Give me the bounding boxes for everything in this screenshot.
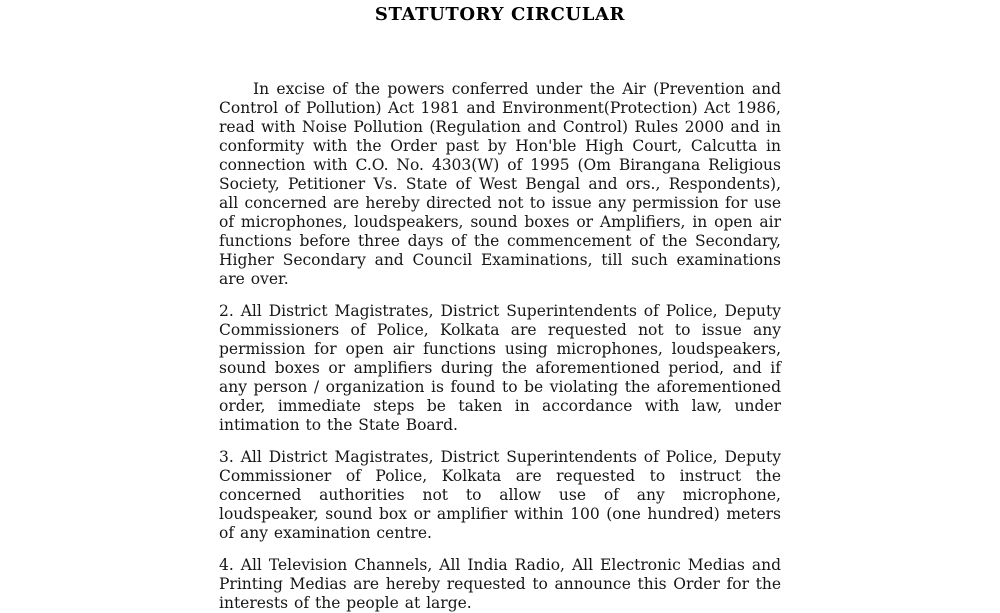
- document-body: [219, 80, 781, 613]
- paragraph-3: 3. All District Magistrates, District Superintendents of Police, Deputy Commissioner of Police, Kolkata are requested to instruct the concerned authorities not to allow use of any microphone, loudspeaker, sound box or amplifier within 100 (one hundred) meters of any examination centre.: [219, 448, 781, 542]
- paragraph-2: 2. All District Magistrates, District Superintendents of Police, Deputy Commissioners of Police, Kolkata are requested not to issue any permission for open air functions using microphones, loudspeakers, sound boxes or amplifiers during the aforementioned period, and if any person / organization is found to be violating the aforementioned order, immediate steps be taken in accordance with law, under intimation to the State Board.: [219, 302, 781, 434]
- document-page: [219, 4, 781, 613]
- paragraph-4: 4. All Television Channels, All India Radio, All Electronic Medias and Printing Medias are hereby requested to announce this Order for the interests of the people at large.: [219, 556, 781, 612]
- document-title: STATUTORY CIRCULAR: [374, 4, 626, 25]
- paragraph-intro: In excise of the powers conferred under the Air (Prevention and Control of Pollution) Act 1981 and Environment(Protection) Act 1986, read with Noise Pollution (Regulation and Control) Rules 2000 and in conformity with the Order past by Hon'ble High Court, Calcutta in connection with C.O. No. 4303(W) of 1995 (Om Birangana Religious Society, Petitioner Vs. State of West Bengal and ors., Respondents), all concerned are hereby directed not to issue any permission for use of microphones, loudspeakers, sound boxes or Amplifiers, in open air functions before three days of the commencement of the Secondary, Higher Secondary and Council Examinations, till such examinations are over.: [219, 80, 781, 288]
